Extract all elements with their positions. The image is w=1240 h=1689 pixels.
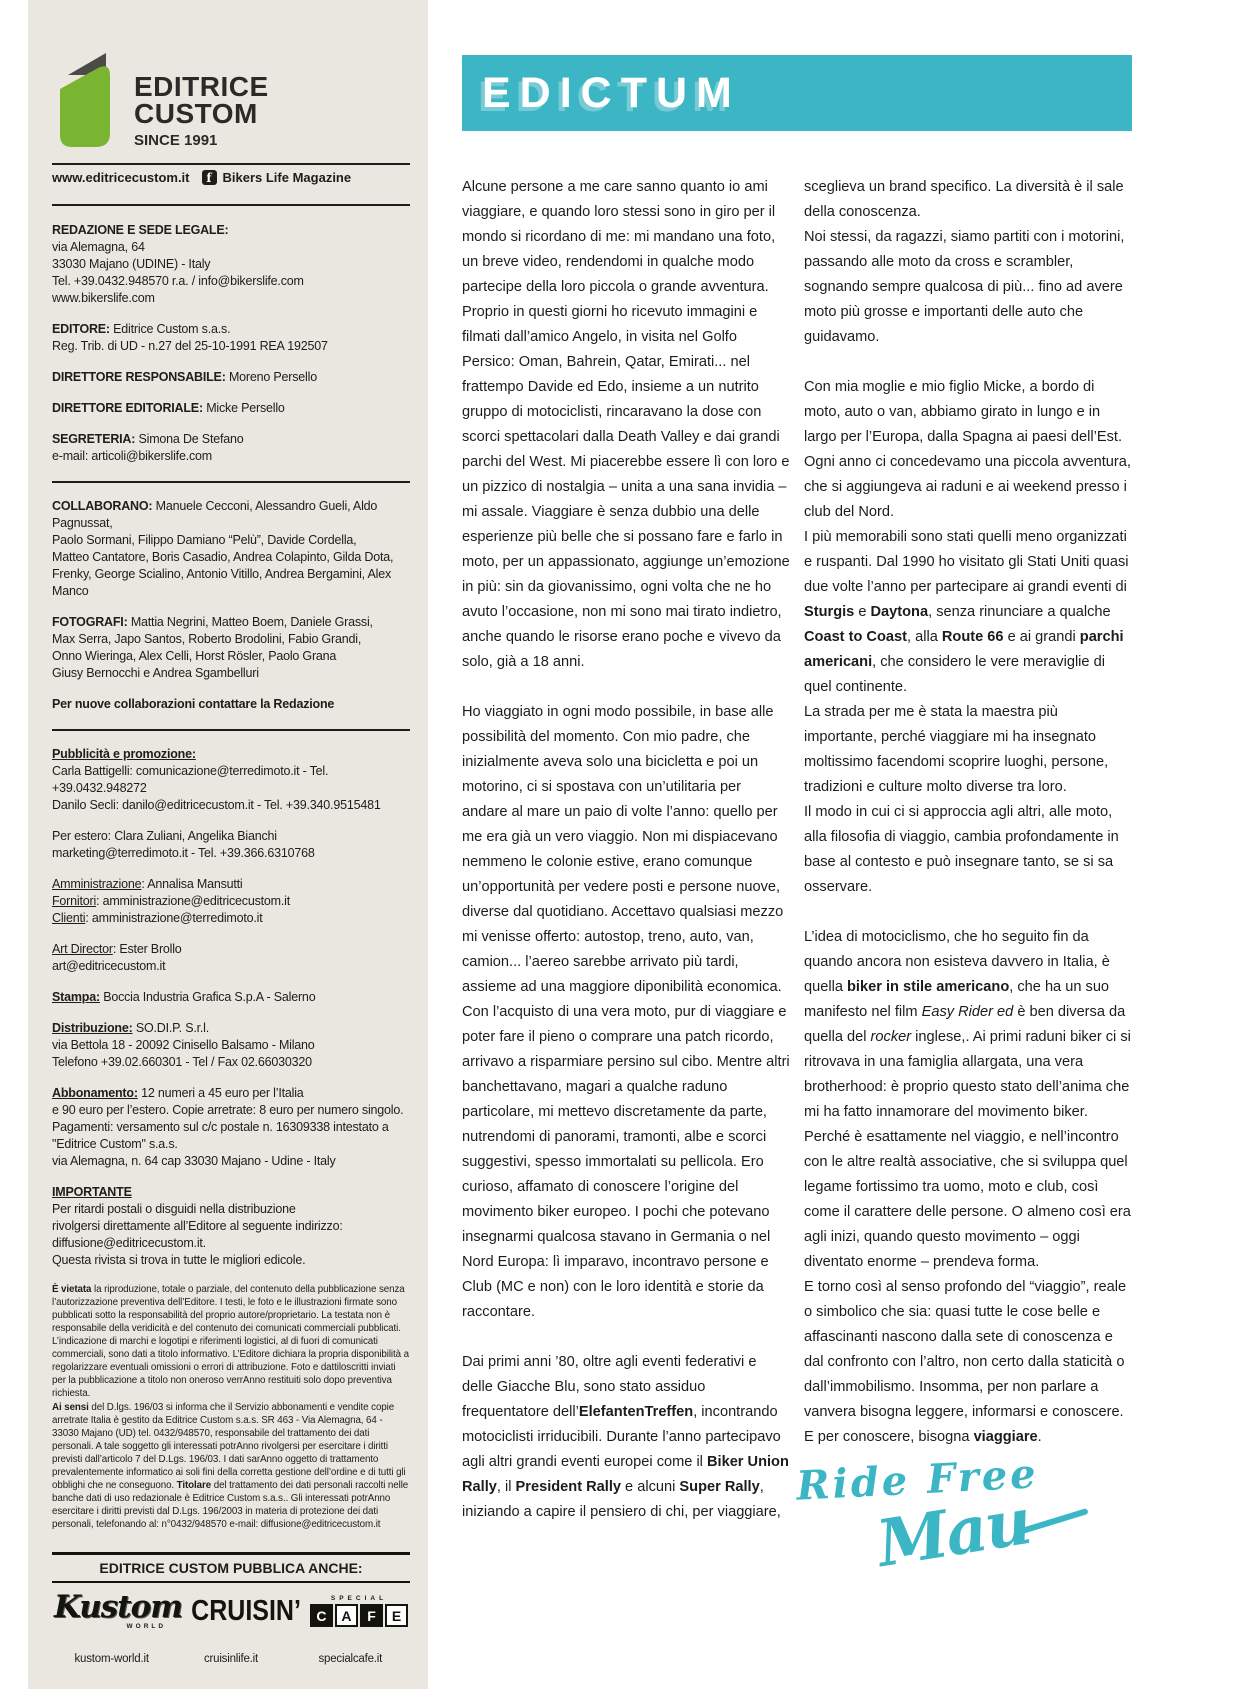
text-run: , che ha un suo manifesto nel film — [804, 979, 1110, 1020]
colophon-block — [52, 222, 410, 307]
text-run: viaggiare — [973, 1429, 1038, 1445]
text-run: Manuele Cecconi, Alessandro Gueli, Aldo Pagnussat, — [52, 499, 378, 530]
text-run: inglese,. Ai primi raduni biker ci si ritrovava in una famiglia allargata, una vera brotherhood: è proprio questo stato dell’anima che mi ha fatto innamorare del movimento biker. Perché è esattamente nel viaggio, e nell’incontro con le altre realtà associative, che si sviluppa quel legame fortissimo tra uomo, moto e club, così come il carattere delle persone. O almeno così era agli inizi, quando questo movimento – oggi diventato enorme – prendeva forma. — [804, 1029, 1131, 1270]
text-run: del D.lgs. 196/03 si informa che il Servizio abbonamenti e vendite copie arretrate Italia è gestito da Editrice Custom s.a.s. SR 463 - Via Alemagna, 64 - 33030 Majano (UD) tel. 0432/948570, responsabile del trattamento dei dati personali. A tale soggetto gli interessati potrAnno rivolgersi per esercitare i diritti previsti dall’articolo 7 del D.Lgs. 196/03. I dati sarAnno oggetto di trattamento prevalentemente informatico ai soli fini della corretta gestione dell’ordine e di tutti gli obblighi che ne conseguono. — [52, 1402, 406, 1491]
colophon-block — [52, 876, 410, 927]
logo-line-1: EDITRICE — [134, 71, 269, 102]
text-run: Boccia Industria Grafica S.p.A - Salerno — [99, 990, 316, 1004]
text-run: Art Director — [52, 942, 113, 956]
colophon-block — [52, 614, 410, 682]
colophon-line — [52, 532, 410, 549]
text-run: Micke Persello — [206, 401, 285, 415]
colophon-line — [52, 828, 410, 845]
text-run: Mattia Negrini, Matteo Boem, Daniele Grassi, — [130, 615, 373, 629]
publisher-logo — [52, 45, 410, 149]
text-run: Per nuove collaborazioni contattare la Redazione — [52, 697, 335, 711]
publisher-url[interactable]: www.editricecustom.it — [52, 170, 190, 185]
text-run: . — [1037, 1429, 1042, 1445]
text-run: I più memorabili sono stati quelli meno organizzati e ruspanti. Dal 1990 ho visitato gli Stati Uniti quasi due volte l’anno per partecipare ai grandi eventi di — [804, 529, 1129, 595]
text-run: Editrice Custom s.a.s. — [113, 322, 231, 336]
publisher-logo-text — [134, 73, 269, 149]
text-run: Reg. Trib. di UD - n.27 del 25-10-1991 REA 192507 — [52, 339, 328, 353]
text-run: 12 numeri a 45 euro per l’Italia — [137, 1086, 304, 1100]
text-run: , senza rinunciare a qualche — [928, 604, 1111, 620]
text-run: Ai sensi — [52, 1402, 89, 1413]
text-run: President Rally — [515, 1479, 621, 1495]
text-run: Stampa: — [52, 990, 100, 1004]
colophon-line — [52, 1136, 410, 1153]
colophon-line — [52, 845, 410, 862]
kustom-world-sub: WORLD — [126, 1622, 167, 1630]
colophon-line — [52, 239, 410, 256]
signature-flourish — [1020, 1508, 1089, 1534]
text-run: , che considero le vere meraviglie di quel continente. — [804, 654, 1105, 695]
cafe-letter: C — [310, 1604, 333, 1627]
cafe-letter: E — [385, 1604, 408, 1627]
colophon-line — [52, 696, 410, 713]
text-run: Il modo in cui ci si approccia agli altri, alle moto, alla filosofia di viaggio, cambia profondamente in base al contesto e può insegnare tanto, se si sa osservare. — [804, 804, 1119, 895]
text-run: e-mail: articoli@bikerslife.com — [52, 449, 212, 463]
article-paragraph — [462, 700, 790, 1325]
colophon-line — [52, 1235, 410, 1252]
text-run: biker in stile americano — [847, 979, 1010, 995]
text-run: Dai primi anni ’80, oltre agli eventi federativi e delle Giacche Blu, sono stato assiduo frequentatore dell’ — [462, 1354, 757, 1420]
cruisin-url[interactable]: cruisinlife.it — [203, 1653, 259, 1665]
text-run: FOTOGRAFI: — [52, 615, 131, 629]
text-run: via Alemagna, n. 64 cap 33030 Majano - Udine - Italy — [52, 1154, 336, 1168]
text-run: Paolo Sormani, Filippo Damiano “Pelù”, Davide Cordella, — [52, 533, 357, 547]
fineprint-paragraph — [52, 1401, 410, 1531]
kustom-world-logo — [54, 1588, 183, 1631]
colophon-block — [52, 1184, 410, 1269]
text-run: , incontrando motociclisti irriducibili. Durante l’anno partecipavo agli altri grandi eventi europei come il — [462, 1404, 781, 1470]
text-run: e alcuni — [621, 1479, 680, 1495]
text-run: DIRETTORE RESPONSABILE: — [52, 370, 229, 384]
text-run: Per estero: Clara Zuliani, Angelika Bianchi — [52, 829, 277, 843]
colophon-block — [52, 321, 410, 355]
cafe-letter: A — [335, 1604, 358, 1627]
text-run: sceglieva un brand specifico. La diversità è il sale della conoscenza. — [804, 179, 1124, 220]
fineprint-paragraph — [52, 1283, 410, 1400]
text-run: L’idea di motociclismo, che ho seguito fin da quando ancora non esisteva davvero in Italia, è quella — [804, 929, 1110, 995]
article-paragraph — [804, 1275, 1132, 1425]
text-run: rocker — [870, 1029, 912, 1045]
text-run: La strada per me è stata la maestra più importante, perché viaggiare mi ha insegnato moltissimo facendomi scoprire luoghi, persone, tradizioni e culture molto diverse tra loro. — [804, 704, 1109, 795]
colophon-block — [52, 498, 410, 600]
colophon-line — [52, 1085, 410, 1102]
colophon-line — [52, 431, 410, 448]
text-run: Con mia moglie e mio figlio Micke, a bordo di moto, auto o van, abbiamo girato in lungo e in largo per l’Europa, dalla Spagna ai paesi dell’Est. Ogni anno ci concedevamo una piccola avventura, che si aggiungeva ai raduni e ai weekend presso i club del Nord. — [804, 379, 1131, 520]
colophon-line — [52, 1252, 410, 1269]
colophon-line — [52, 1119, 410, 1136]
text-run: , il — [496, 1479, 516, 1495]
text-run: : Ester Brollo — [112, 942, 182, 956]
text-run: : Annalisa Mansutti — [141, 877, 243, 891]
colophon-line — [52, 941, 410, 958]
colophon-line — [52, 763, 410, 797]
colophon-line — [52, 876, 410, 893]
editor-signature — [795, 1447, 1098, 1583]
text-run: Amministrazione — [52, 877, 142, 891]
article-paragraph — [804, 800, 1132, 900]
text-run: Route 66 — [941, 629, 1004, 645]
cafe-url[interactable]: specialcafe.it — [318, 1653, 383, 1665]
article-paragraph — [804, 375, 1132, 525]
colophon-block — [52, 989, 410, 1006]
text-run: e 90 euro per l’estero. Copie arretrate: 8 euro per numero singolo. — [52, 1103, 404, 1117]
book-flag-icon — [52, 45, 124, 149]
text-run: : amministrazione@terredimoto.it — [85, 911, 263, 925]
article-paragraph — [462, 1350, 790, 1525]
text-run: marketing@terredimoto.it - Tel. +39.366.6310768 — [52, 846, 315, 860]
text-run: : amministrazione@editricecustom.it — [96, 894, 290, 908]
colophon-block — [52, 400, 410, 417]
colophon-block — [52, 941, 410, 975]
text-run: la riproduzione, totale o parziale, del contenuto della pubblicazione senza l’autorizzazione preventiva dell’Editore. I testi, le foto e le illustrazioni firmate sono pubblicati sotto la responsabilità del proprio autore/proprietario. La testata non è responsabile della veridicità e del contenuto dei comunicati commerciali pubblicati. L’indicazione di marchi e logotipi e riferimenti logistici, al di fuori di comunicati commerciali, sono dati a titolo informativo. L’Editore dichiara la propria disponibilità a regolarizzare eventuali omissioni o errori di attribuzione. Foto e dattiloscritti inviati per la pubblicazione a titolo non oneroso verrAnno restituiti solo dopo preventiva richiesta. — [52, 1284, 409, 1399]
text-run: Abbonamento: — [52, 1086, 138, 1100]
kustom-url[interactable]: kustom-world.it — [74, 1653, 149, 1665]
page-title: EDICTUM — [482, 68, 741, 117]
publisher-logo-icon — [52, 45, 124, 149]
colophon-line — [52, 893, 410, 910]
text-run: Simona De Stefano — [138, 432, 244, 446]
colophon-line — [52, 1037, 410, 1054]
text-run: SO.DI.P. S.r.l. — [132, 1021, 210, 1035]
colophon-block — [52, 1020, 410, 1071]
text-run: È vietata — [52, 1284, 92, 1295]
text-run: Moreno Persello — [228, 370, 317, 384]
text-run: COLLABORANO: — [52, 499, 156, 513]
colophon-line — [52, 1054, 410, 1071]
text-run: Onno Wieringa, Alex Celli, Horst Rösler, Paolo Grana — [52, 649, 337, 663]
colophon-block — [52, 1085, 410, 1170]
text-run: via Alemagna, 64 — [52, 240, 145, 254]
colophon-line — [52, 958, 410, 975]
colophon-line — [52, 1020, 410, 1037]
text-run: parchi americani — [804, 629, 1124, 670]
text-run: Easy Rider ed — [921, 1004, 1014, 1020]
text-run: Giusy Bernocchi e Andrea Sgambelluri — [52, 666, 259, 680]
text-run: E per conoscere, bisogna — [804, 1429, 974, 1445]
text-run: 33030 Majano (UDINE) - Italy — [52, 257, 211, 271]
divider — [52, 481, 410, 483]
text-run: diffusione@editricecustom.it. — [52, 1236, 206, 1250]
text-run: Titolare — [176, 1480, 212, 1491]
text-run: del trattamento dei dati personali raccolti nelle banche dati di uso redazionale è Editrice Custom s.a.s.. Gli interessati potrAnno esercitare i diritti previsti dal D.Lgs. 196/2003 in materia di protezione dei dati personali, telefonando al: n°0432/948570 e-mail: diffusione@editricecustom.it — [52, 1480, 409, 1530]
text-run: e — [854, 604, 871, 620]
facebook-page-label[interactable]: Bikers Life Magazine — [222, 170, 352, 185]
text-run: Telefono +39.02.660301 - Tel / Fax 02.66030320 — [52, 1055, 312, 1069]
article-paragraph — [804, 925, 1132, 1275]
editorial-main — [462, 55, 1132, 1655]
text-run: è ben diversa da quella del — [804, 1004, 1126, 1045]
article-paragraph — [462, 175, 790, 675]
article-column-2 — [804, 175, 1132, 1525]
text-run: Pubblicità e promozione: — [52, 747, 196, 761]
sister-magazine-logos — [52, 1583, 410, 1639]
also-published-header: EDITRICE CUSTOM PUBBLICA ANCHE: — [99, 1560, 363, 1576]
text-run: Danilo Secli: danilo@editricecustom.it - Tel. +39.340.9515481 — [52, 798, 381, 812]
text-run: rivolgersi direttamente all’Editore al seguente indirizzo: — [52, 1219, 343, 1233]
colophon-line — [52, 369, 410, 386]
text-run: Daytona — [870, 604, 929, 620]
text-run: Matteo Cantatore, Boris Casadio, Andrea Colapinto, Gilda Dota, — [52, 550, 394, 564]
text-run: Ho viaggiato in ogni modo possibile, in base alle possibilità del momento. Con mio padre, che inizialmente aveva solo una bicicletta e poi un motorino, ci si spostava con un’utilitaria per andare al mare un paio di volte l’anno: quello per me era già un vero viaggio. Non mi dispiacevano nemmeno le colonie estive, erano comunque un’opportunità per vedere posti e persone nuove, diverse dal quotidiano. Accettavo qualsiasi mezzo mi venisse offerto: autostop, treno, auto, van, camion... l’aereo sarebbe arrivato più tardi, assieme ad una maggiore diponibilità economica. Con l’acquisto di una vera moto, pur di viaggiare e poter fare il pieno o comprare una patch ricordo, arrivavo a risparmiare persino sul cibo. Mentre altri banchettavano, magari a qualche raduno particolare, mi mettevo discretamente da parte, nutrendomi di panorami, tramonti, albe e scorci suggestivi, spesso immortalati su pellicola. Ero curioso, affamato di conoscere l’origine del movimento biker europeo. I pochi che potevano insegnarmi qualcosa stavano in Germania o nel Nord Europa: lì imparavo, incontravo persone e Club (MC e non) con le loro identità e storie da raccontare. — [462, 704, 790, 1320]
ride-free-script: Ride Free — [795, 1450, 1040, 1510]
text-run: IMPORTANTE — [52, 1185, 132, 1199]
divider — [52, 729, 410, 731]
text-run: Pagamenti: versamento sul c/c postale n. 16309338 intestato a — [52, 1120, 389, 1134]
colophon-line — [52, 910, 410, 927]
legal-fineprint — [52, 1283, 410, 1531]
text-run: Fornitori — [52, 894, 97, 908]
colophon-block — [52, 696, 410, 713]
special-cafe-logo — [310, 1595, 408, 1627]
colophon-line — [52, 746, 410, 763]
colophon-block — [52, 746, 410, 814]
text-run: Per ritardi postali o disguidi nella distribuzione — [52, 1202, 296, 1216]
article-paragraph — [804, 700, 1132, 800]
colophon-line — [52, 256, 410, 273]
text-run: Alcune persone a me care sanno quanto io ami viaggiare, e quando loro stessi sono in giro per il mondo si ricordano di me: mi mandano una foto, un breve video, rendendomi in qualche modo partecipe della loro piccola o grande avventura. Proprio in questi giorni ho ricevuto immagini e filmati dall’amico Angelo, in visita nel Golfo Persico: Oman, Bahrein, Qatar, Emirati... nel frattempo Davide ed Edo, insieme a un nutrito gruppo di motociclisti, rincaravano la dose con scorci spettacolari dalla Death Valley e dai grandi parchi del West. Mi piacerebbe essere lì con loro e un pizzico di nostalgia – unita a una sana invidia – mi assale. Viaggiare è senza dubbio una delle esperienze più belle che si possano fare e farlo in moto, per un appassionato, aggiunge un’emozione in più: sin da giovanissimo, ogni volta che ne ho avuto l’occasione, non mi sono mai tirato indietro, anche quando le risorse erano poche e vivevo da solo, già a 18 anni. — [462, 179, 790, 670]
article-paragraph — [804, 525, 1132, 700]
text-run: Carla Battigelli: comunicazione@terredimoto.it - Tel. +39.0432.948272 — [52, 764, 329, 795]
colophon-line — [52, 549, 410, 566]
colophon-line — [52, 631, 410, 648]
article-paragraph — [804, 225, 1132, 350]
text-run: , iniziando a capire il pensiero di chi, per viaggiare, — [462, 1479, 781, 1520]
colophon-line — [52, 1201, 410, 1218]
also-published-strip — [52, 1552, 410, 1665]
text-run: Sturgis — [804, 604, 855, 620]
colophon-line — [52, 1102, 410, 1119]
editorial-article — [462, 175, 1132, 1525]
site-line — [52, 165, 410, 190]
colophon-line — [52, 222, 410, 239]
article-paragraph — [804, 175, 1132, 225]
text-run: Super Rally — [679, 1479, 760, 1495]
cafe-letter-boxes — [310, 1604, 408, 1627]
colophon-line — [52, 665, 410, 682]
colophon-line — [52, 1184, 410, 1201]
colophon-line — [52, 648, 410, 665]
colophon-line — [52, 566, 410, 600]
text-run: REDAZIONE E SEDE LEGALE: — [52, 223, 229, 237]
facebook-icon[interactable]: f — [202, 170, 217, 185]
colophon-sidebar — [28, 0, 428, 1689]
text-run: "Editrice Custom" s.a.s. — [52, 1137, 178, 1151]
colophon-line — [52, 448, 410, 465]
text-run: Noi stessi, da ragazzi, siamo partiti con i motorini, passando alle moto da cross e scrambler, sognando sempre qualcosa di più... fino ad avere moto più grosse e importanti delle auto che guidavamo. — [804, 229, 1125, 345]
cruisin-logo: CRUISIN’ — [191, 1594, 301, 1627]
text-run: e ai grandi — [1003, 629, 1080, 645]
text-run: DIRETTORE EDITORIALE: — [52, 401, 207, 415]
colophon-blocks — [52, 222, 410, 1269]
text-run: Questa rivista si trova in tutte le migliori edicole. — [52, 1253, 306, 1267]
colophon-line — [52, 797, 410, 814]
article-column-1 — [462, 175, 790, 1525]
logo-since: SINCE 1991 — [134, 132, 218, 149]
signature-script: Mau — [872, 1484, 1035, 1583]
text-run: Biker Union Rally — [462, 1454, 789, 1495]
text-run: Distribuzione: — [52, 1021, 133, 1035]
colophon-line — [52, 1218, 410, 1235]
text-run: Max Serra, Japo Santos, Roberto Brodolini, Fabio Grandi, — [52, 632, 362, 646]
text-run: Tel. +39.0432.948570 r.a. / info@bikerslife.com — [52, 274, 304, 288]
colophon-line — [52, 338, 410, 355]
text-run: Clienti — [52, 911, 86, 925]
colophon-block — [52, 369, 410, 386]
text-run: , alla — [906, 629, 942, 645]
text-run: E torno così al senso profondo del “viaggio”, reale o simbolico che sia: quasi tutte le cose belle e affascinanti nascono dalla sete di conoscenza e dal confronto con l’altro, non certo dalla staticità o dall’immobilismo. Insomma, per non parlare a vanvera bisogna leggere, informarsi e conoscere. — [804, 1279, 1127, 1420]
colophon-line — [52, 498, 410, 532]
cafe-letter: F — [360, 1604, 383, 1627]
colophon-line — [52, 1153, 410, 1170]
text-run: Frenky, George Scialino, Antonio Vitillo, Andrea Bergamini, Alex Manco — [52, 567, 392, 598]
text-run: ElefantenTreffen — [578, 1404, 694, 1420]
text-run: via Bettola 18 - 20092 Cinisello Balsamo - Milano — [52, 1038, 315, 1052]
colophon-line — [52, 290, 410, 307]
special-cafe-sub: SPECIAL — [330, 1595, 388, 1602]
text-run: art@editricecustom.it — [52, 959, 166, 973]
colophon-line — [52, 400, 410, 417]
colophon-line — [52, 989, 410, 1006]
edictum-banner — [462, 55, 1132, 131]
article-paragraph — [804, 1425, 1132, 1450]
sister-magazine-urls — [52, 1653, 410, 1665]
colophon-block — [52, 828, 410, 862]
logo-line-2: CUSTOM — [134, 98, 258, 129]
divider — [52, 204, 410, 206]
text-run: Coast to Coast — [804, 629, 907, 645]
colophon-line — [52, 273, 410, 290]
colophon-line — [52, 614, 410, 631]
text-run: EDITORE: — [52, 322, 114, 336]
colophon-line — [52, 321, 410, 338]
colophon-block — [52, 431, 410, 465]
text-run: SEGRETERIA: — [52, 432, 139, 446]
kustom-wordmark: Kustom — [54, 1588, 183, 1625]
text-run: www.bikerslife.com — [52, 291, 155, 305]
